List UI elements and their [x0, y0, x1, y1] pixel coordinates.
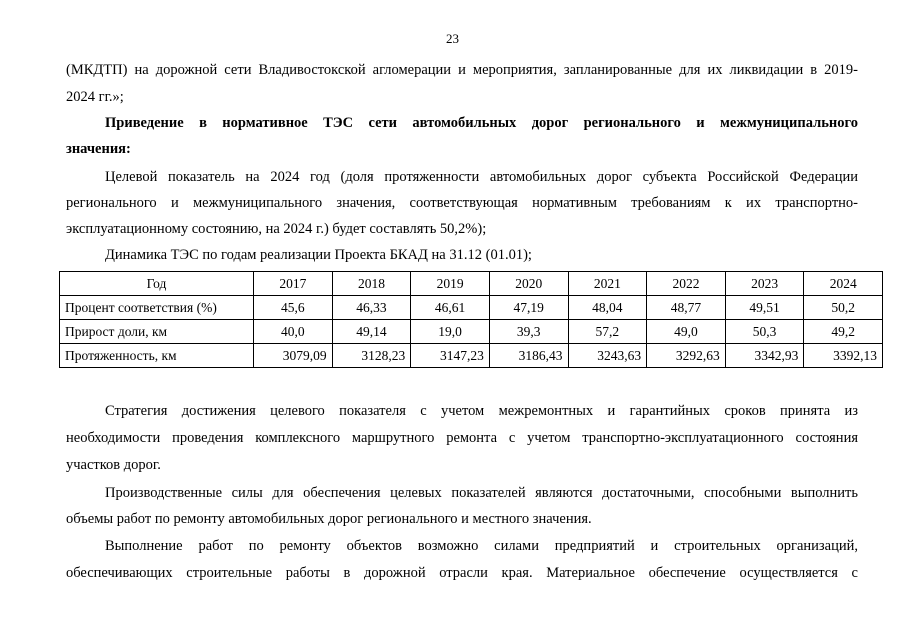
- heading-line-1: Приведение в нормативное ТЭС сети автомобильных дорог регионального и межмуниципального: [105, 115, 858, 131]
- header-year-cell: 2024: [804, 272, 883, 296]
- forces-line-2: объемы работ по ремонту автомобильных дорог регионального и местного значения.: [66, 511, 592, 527]
- page-number: 23: [446, 31, 459, 46]
- header-year-cell: 2022: [647, 272, 726, 296]
- row-label: Протяженность, км: [60, 344, 254, 368]
- table-cell: 45,6: [254, 296, 333, 320]
- table-cell: 3292,63: [647, 344, 726, 368]
- header-year-cell: 2019: [411, 272, 490, 296]
- target-line-1: Целевой показатель на 2024 год (доля протяженности автомобильных дорог субъекта Российской Федерации: [105, 169, 858, 185]
- strategy-line-1: Стратегия достижения целевого показателя с учетом межремонтных и гарантийных сроков принята из: [105, 403, 858, 419]
- table-cell: 19,0: [411, 320, 490, 344]
- table-cell: 3342,93: [725, 344, 804, 368]
- table-cell: 3079,09: [254, 344, 333, 368]
- table-cell: 57,2: [568, 320, 647, 344]
- table-row-length: [60, 344, 883, 368]
- header-year-cell: 2018: [332, 272, 411, 296]
- row-label: Процент соответствия (%): [60, 296, 254, 320]
- row-label: Прирост доли, км: [60, 320, 254, 344]
- intro-line-1: (МКДТП) на дорожной сети Владивостокской агломерации и мероприятия, запланированные для их ликвидации в 2019-: [66, 62, 858, 78]
- heading-line-2: значения:: [66, 141, 131, 157]
- table-cell: 46,33: [332, 296, 411, 320]
- intro-line-2: 2024 гг.»;: [66, 89, 124, 105]
- execution-line-2: обеспечивающих строительные работы в дорожной отрасли края. Материальное обеспечение осуществляется с: [66, 565, 858, 581]
- table-cell: 49,0: [647, 320, 726, 344]
- header-year-cell: 2021: [568, 272, 647, 296]
- table-cell: 49,2: [804, 320, 883, 344]
- table-header-row: [60, 272, 883, 296]
- table-caption: Динамика ТЭС по годам реализации Проекта БКАД на 31.12 (01.01);: [105, 247, 532, 263]
- table-cell: 3128,23: [332, 344, 411, 368]
- table-cell: 39,3: [489, 320, 568, 344]
- header-year-cell: 2023: [725, 272, 804, 296]
- table-cell: 50,3: [725, 320, 804, 344]
- header-year-cell: 2020: [489, 272, 568, 296]
- table-cell: 48,04: [568, 296, 647, 320]
- table-cell: 48,77: [647, 296, 726, 320]
- table-cell: 3243,63: [568, 344, 647, 368]
- target-line-3: эксплуатационному состоянию, на 2024 г.) будет составлять 50,2%);: [66, 221, 487, 237]
- strategy-line-2: необходимости проведения комплексного маршрутного ремонта с учетом транспортно-эксплуатационного состояния: [66, 430, 858, 446]
- table-row-percent: [60, 296, 883, 320]
- table-cell: 47,19: [489, 296, 568, 320]
- table-cell: 49,51: [725, 296, 804, 320]
- table-cell: 3147,23: [411, 344, 490, 368]
- table-cell: 49,14: [332, 320, 411, 344]
- header-year-cell: 2017: [254, 272, 333, 296]
- tes-dynamics-table: [59, 271, 883, 368]
- table-cell: 46,61: [411, 296, 490, 320]
- header-year-label: Год: [60, 272, 254, 296]
- table-cell: 50,2: [804, 296, 883, 320]
- table-cell: 40,0: [254, 320, 333, 344]
- target-line-2: регионального и межмуниципального значения, соответствующая нормативным требованиям к их транспортно-: [66, 195, 858, 211]
- strategy-line-3: участков дорог.: [66, 457, 161, 473]
- table-row-growth: [60, 320, 883, 344]
- forces-line-1: Производственные силы для обеспечения целевых показателей являются достаточными, способными выполнить: [105, 485, 858, 501]
- execution-line-1: Выполнение работ по ремонту объектов возможно силами предприятий и строительных организаций,: [105, 538, 858, 554]
- table-cell: 3186,43: [489, 344, 568, 368]
- table-cell: 3392,13: [804, 344, 883, 368]
